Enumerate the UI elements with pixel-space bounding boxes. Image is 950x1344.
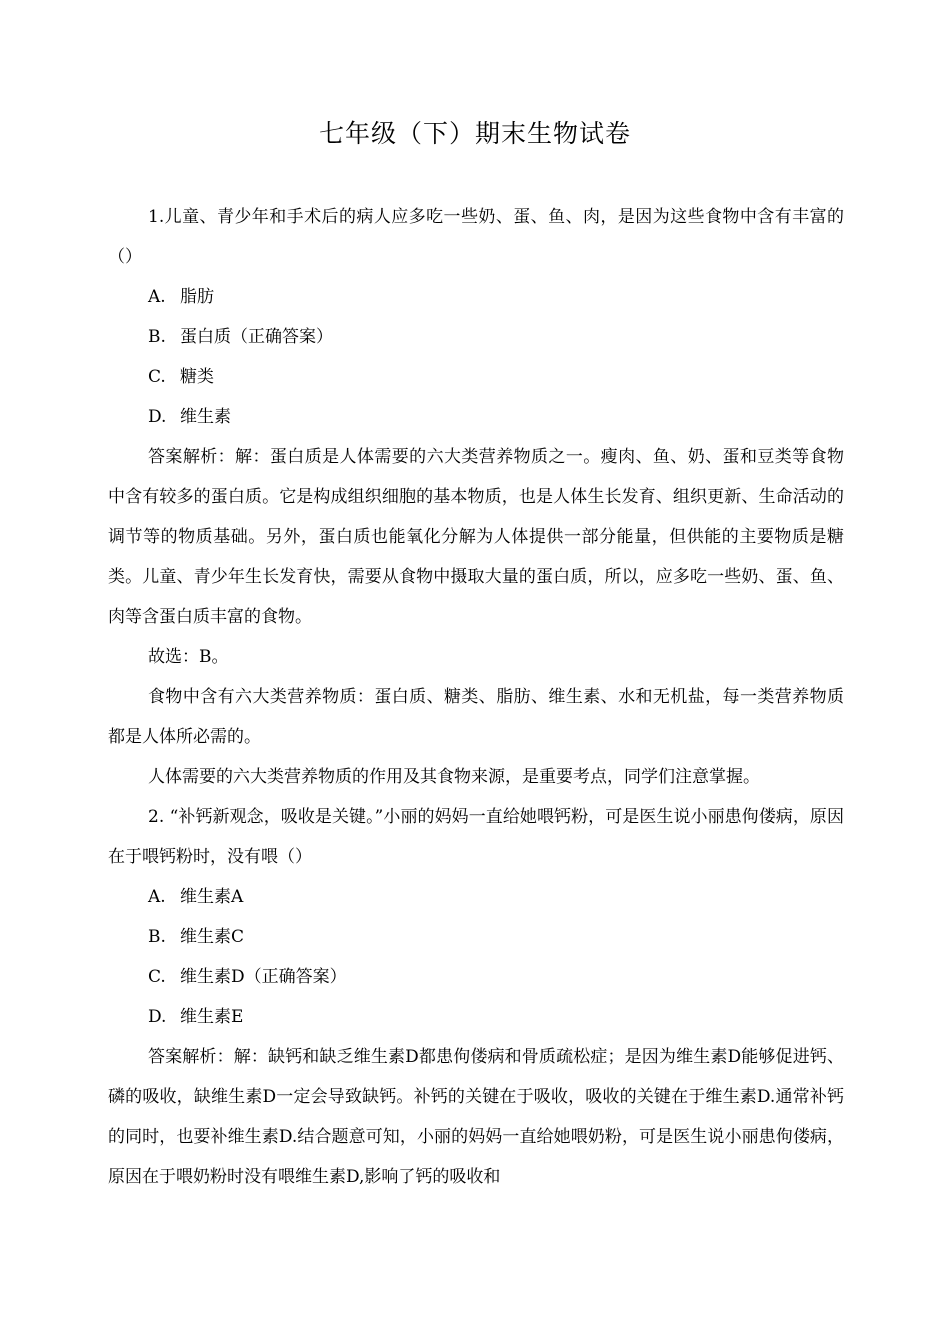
question-1-explanation: 答案解析：解：蛋白质是人体需要的六大类营养物质之一。瘦肉、鱼、奶、蛋和豆类等食物中含有较多的蛋白质。它是构成组织细胞的基本物质，也是人体生长发育、组织更新、生命活动的调节等的物质基础。另外，蛋白质也能氧化分解为人体提供一部分能量，但供能的主要物质是糖类。儿童、青少年生长发育快，需要从食物中摄取大量的蛋白质，所以，应多吃一些奶、蛋、鱼、肉等含蛋白质丰富的食物。 [108, 447, 844, 627]
option-text: 维生素E [180, 1007, 244, 1027]
question-2-stem: 2. “补钙新观念，吸收是关键。”小丽的妈妈一直给她喂钙粉，可是医生说小丽患佝偻病，原因在于喂钙粉时，没有喂（） [108, 807, 844, 867]
question-2-option-b [108, 917, 844, 957]
question-1-option-a [108, 277, 844, 317]
question-2-option-a [108, 877, 844, 917]
option-text: 脂肪 [180, 287, 214, 307]
question-2-option-d [108, 997, 844, 1037]
question-1-note: 食物中含有六大类营养物质：蛋白质、糖类、脂肪、维生素、水和无机盐，每一类营养物质都是人体所必需的。 [108, 687, 844, 747]
option-letter: A. [148, 887, 166, 907]
question-1-option-c [108, 357, 844, 397]
option-letter: D. [148, 1007, 167, 1027]
option-text: 糖类 [180, 367, 214, 387]
question-1-note: 人体需要的六大类营养物质的作用及其食物来源，是重要考点，同学们注意掌握。 [148, 767, 760, 787]
question-2-explanation: 答案解析：解：缺钙和缺乏维生素D都患佝偻病和骨质疏松症；是因为维生素D能够促进钙、磷的吸收，缺维生素D一定会导致缺钙。补钙的关键在于吸收，吸收的关键在于维生素D.通常补钙的同时，也要补维生素D.结合题意可知，小丽的妈妈一直给她喂奶粉，可是医生说小丽患佝偻病，原因在于喂奶粉时没有喂维生素D,影响了钙的吸收和 [108, 1047, 844, 1187]
option-text: 维生素 [180, 407, 231, 427]
option-letter: C. [148, 367, 166, 387]
option-letter: C. [148, 967, 166, 987]
option-text: 维生素D（正确答案） [180, 967, 347, 987]
option-letter: A. [148, 287, 166, 307]
option-text: 维生素A [180, 887, 244, 907]
question-1-choice: 故选：B。 [148, 647, 229, 667]
option-letter: B. [148, 927, 166, 947]
question-1-stem: 1.儿童、青少年和手术后的病人应多吃一些奶、蛋、鱼、肉，是因为这些食物中含有丰富的（） [108, 207, 844, 267]
question-1-option-d [108, 397, 844, 437]
document-body [108, 197, 844, 1197]
option-text: 蛋白质（正确答案） [180, 327, 333, 347]
question-1-option-b [108, 317, 844, 357]
option-letter: D. [148, 407, 167, 427]
page-title: 七年级（下）期末生物试卷 [318, 119, 631, 148]
option-text: 维生素C [180, 927, 245, 947]
question-2-option-c [108, 957, 844, 997]
option-letter: B. [148, 327, 166, 347]
